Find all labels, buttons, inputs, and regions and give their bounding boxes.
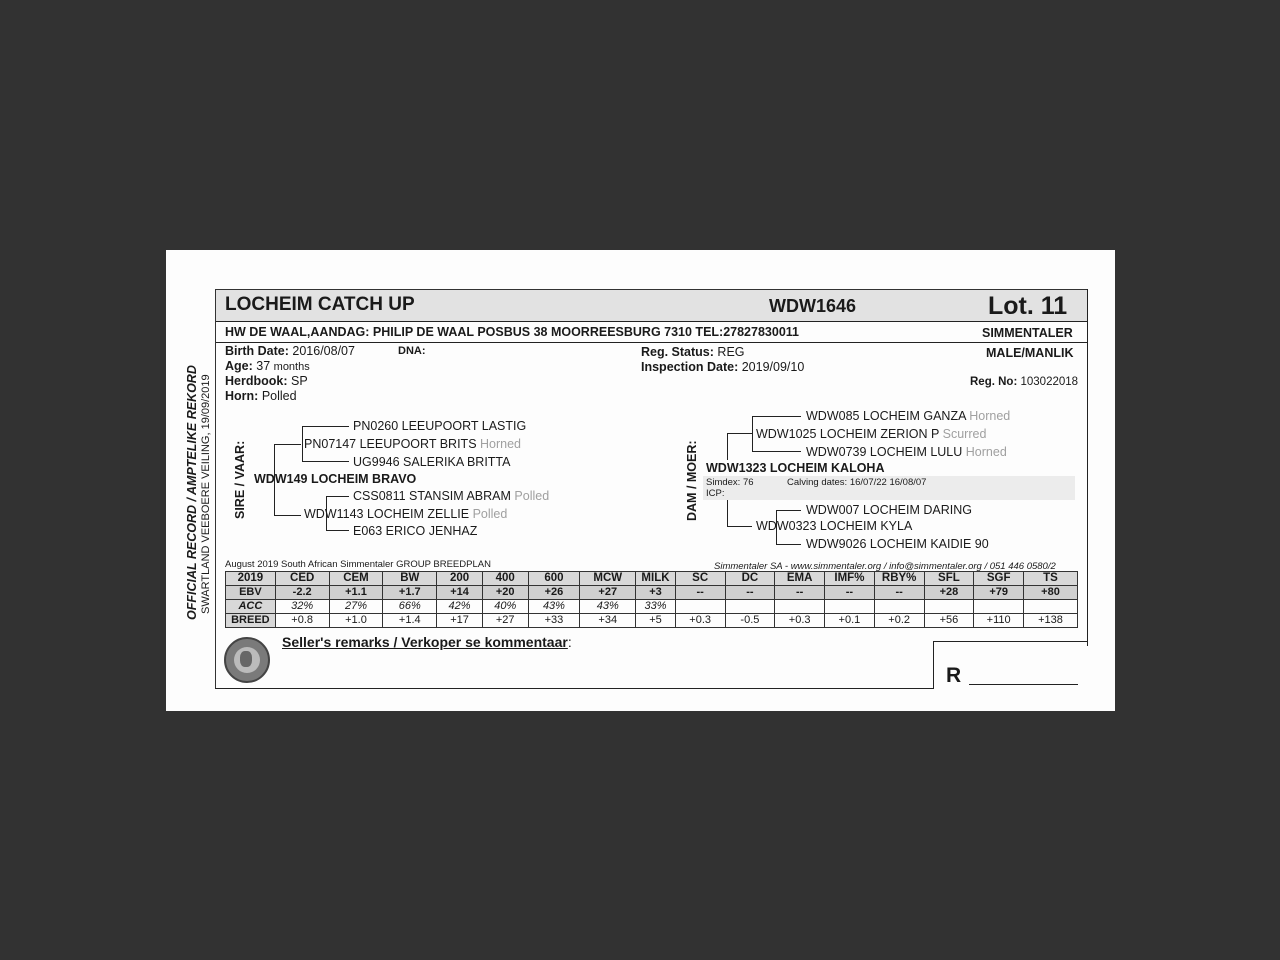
ebv-table	[225, 571, 1078, 628]
ebv-cell-breed: +34	[580, 614, 636, 628]
horn	[225, 389, 297, 403]
ebv-cell-breed: +1.0	[329, 614, 383, 628]
dam-dam-sire: WDW007 LOCHEIM DARING	[806, 503, 972, 517]
ebv-cell-acc	[725, 600, 775, 614]
inspection-date-value: 2019/09/10	[741, 360, 805, 374]
ebv-row-header-acc: ACC	[226, 600, 276, 614]
dam-label: DAM / MOER:	[685, 440, 699, 521]
lot-number: Lot. 11	[988, 292, 1068, 320]
ebv-cell-breed: +0.3	[775, 614, 825, 628]
herdbook	[225, 374, 308, 388]
ebv-cell-headers: SGF	[974, 572, 1024, 586]
ebv-cell-ebv: +1.7	[383, 586, 437, 600]
ebv-cell-headers: RBY%	[874, 572, 924, 586]
sire-dam	[304, 507, 507, 521]
ebv-cell-ebv: --	[825, 586, 875, 600]
ebv-cell-headers: 400	[482, 572, 528, 586]
ebv-cell-acc: 33%	[636, 600, 676, 614]
sire-sire	[304, 437, 521, 451]
ebv-cell-breed: +27	[482, 614, 528, 628]
ebv-cell-breed: +33	[528, 614, 580, 628]
breed-label: SIMMENTALER	[982, 326, 1073, 340]
sire-sire-horn: Horned	[480, 437, 522, 451]
inspection-date	[641, 360, 804, 374]
dam-dam: WDW0323 LOCHEIM KYLA	[756, 519, 913, 533]
sire-dam-horn: Polled	[472, 507, 508, 521]
dam-sire-sire-name: WDW085 LOCHEIM GANZA	[806, 409, 966, 423]
ebv-cell-ebv: +14	[437, 586, 483, 600]
dam-sire	[756, 427, 986, 441]
price-symbol: R	[946, 664, 962, 687]
seller-remarks-colon: :	[567, 634, 572, 650]
ebv-cell-acc	[1024, 600, 1078, 614]
ebv-cell-breed: +0.1	[825, 614, 875, 628]
ebv-cell-acc: 42%	[437, 600, 483, 614]
reg-number-value: 103022018	[1020, 376, 1079, 388]
ebv-cell-breed: +0.3	[675, 614, 725, 628]
breed-society-contact: Simmentaler SA - www.simmentaler.org / info@simmentaler.org / 051 446 0580/2	[714, 561, 1056, 572]
price-line	[969, 684, 1078, 685]
birth-date-label: Birth Date:	[225, 344, 289, 358]
reg-number-label: Reg. No:	[970, 376, 1018, 388]
ebv-cell-acc: 66%	[383, 600, 437, 614]
auction-date-label: SWARTLAND VEEBOERE VEILING, 19/09/2019	[200, 374, 212, 614]
ebv-cell-breed: +138	[1024, 614, 1078, 628]
ebv-cell-headers: SFL	[924, 572, 974, 586]
dam-sire-sire-horn: Horned	[969, 409, 1011, 423]
sire-dam-sire-horn: Polled	[514, 489, 550, 503]
dam-calving-dates: Calving dates: 16/07/22 16/08/07	[787, 477, 927, 488]
ebv-cell-headers: 600	[528, 572, 580, 586]
ebv-row-header-ebv: EBV	[226, 586, 276, 600]
sire-name: WDW149 LOCHEIM BRAVO	[254, 472, 417, 486]
sex-label: MALE/MANLIK	[986, 346, 1074, 360]
ebv-cell-breed: +1.4	[383, 614, 437, 628]
ebv-cell-headers: IMF%	[825, 572, 875, 586]
ebv-cell-acc: 27%	[329, 600, 383, 614]
sire-dam-name: WDW1143 LOCHEIM ZELLIE	[304, 507, 470, 521]
ebv-cell-breed: +17	[437, 614, 483, 628]
ebv-cell-acc: 40%	[482, 600, 528, 614]
ebv-cell-ebv: +20	[482, 586, 528, 600]
ebv-cell-headers: DC	[725, 572, 775, 586]
ebv-cell-acc	[675, 600, 725, 614]
ebv-cell-ebv: +26	[528, 586, 580, 600]
ebv-cell-headers: SC	[675, 572, 725, 586]
ebv-cell-ebv: --	[775, 586, 825, 600]
age-label: Age:	[225, 359, 253, 373]
ebv-cell-ebv: +79	[974, 586, 1024, 600]
sire-sire-name: PN07147 LEEUPOORT BRITS	[304, 437, 477, 451]
reg-status-value: REG	[717, 345, 745, 359]
horn-label: Horn:	[225, 389, 259, 403]
ebv-cell-ebv: +28	[924, 586, 974, 600]
ebv-cell-breed: +0.8	[275, 614, 329, 628]
ebv-cell-breed: +110	[974, 614, 1024, 628]
dam-simdex: Simdex: 76	[706, 477, 754, 488]
ebv-cell-headers: 200	[437, 572, 483, 586]
ebv-cell-acc: 43%	[528, 600, 580, 614]
ebv-cell-acc	[775, 600, 825, 614]
dam-sire-dam	[806, 445, 1007, 459]
owner-info: HW DE WAAL,AANDAG: PHILIP DE WAAL POSBUS 38 MOORREESBURG 7310 TEL:27827830011	[225, 325, 799, 339]
ebv-cell-headers: MILK	[636, 572, 676, 586]
dam-dam-dam: WDW9026 LOCHEIM KAIDIE 90	[806, 537, 989, 551]
ebv-cell-ebv: +1.1	[329, 586, 383, 600]
age-unit: months	[273, 361, 310, 373]
dam-icp: ICP:	[706, 488, 725, 499]
reg-status-label: Reg. Status:	[641, 345, 714, 359]
breed-average-row	[226, 614, 1078, 628]
horn-value: Polled	[261, 389, 297, 403]
ebv-cell-acc: 32%	[275, 600, 329, 614]
seller-remarks-label	[282, 634, 572, 650]
dam-sire-dam-name: WDW0739 LOCHEIM LULU	[806, 445, 963, 459]
ebv-cell-acc	[825, 600, 875, 614]
age	[225, 359, 310, 373]
dna-label: DNA:	[398, 345, 426, 357]
seller-remarks-text: Seller's remarks / Verkoper se kommentaar	[282, 634, 568, 650]
sire-dam-sire-name: CSS0811 STANSIM ABRAM	[353, 489, 511, 503]
birth-date-value: 2016/08/07	[292, 344, 355, 358]
reg-status	[641, 345, 745, 359]
ebv-cell-breed: +56	[924, 614, 974, 628]
ebv-cell-acc: 43%	[580, 600, 636, 614]
dam-sire-name: WDW1025 LOCHEIM ZERION P	[756, 427, 940, 441]
ebv-cell-breed: +0.2	[874, 614, 924, 628]
sire-sire-dam: UG9946 SALERIKA BRITTA	[353, 455, 511, 469]
birth-date	[225, 344, 355, 358]
dam-sire-dam-horn: Horned	[965, 445, 1007, 459]
ebv-cell-acc	[874, 600, 924, 614]
ebv-cell-ebv: --	[675, 586, 725, 600]
herdbook-label: Herdbook:	[225, 374, 288, 388]
dam-name: WDW1323 LOCHEIM KALOHA	[706, 461, 885, 475]
ebv-cell-headers: MCW	[580, 572, 636, 586]
ebv-row-header-breed: BREED	[226, 614, 276, 628]
ebv-accuracy-row	[226, 600, 1078, 614]
ebv-cell-headers: CED	[275, 572, 329, 586]
ebv-cell-breed: +5	[636, 614, 676, 628]
ebv-header-row	[226, 572, 1078, 586]
ebv-row-header-headers: 2019	[226, 572, 276, 586]
herdbook-value: SP	[290, 374, 308, 388]
society-logo	[224, 637, 270, 683]
ebv-cell-acc	[974, 600, 1024, 614]
ebv-cell-ebv: --	[725, 586, 775, 600]
ebv-cell-breed: -0.5	[725, 614, 775, 628]
sire-dam-dam: E063 ERICO JENHAZ	[353, 524, 478, 538]
dam-sire-horn: Scurred	[942, 427, 987, 441]
ebv-cell-ebv: +27	[580, 586, 636, 600]
ebv-cell-headers: TS	[1024, 572, 1078, 586]
animal-id: WDW1646	[769, 296, 857, 316]
official-record-label: OFFICIAL RECORD / AMPTELIKE REKORD	[185, 365, 199, 620]
sire-dam-sire	[353, 489, 549, 503]
sire-sire-sire: PN0260 LEEUPOORT LASTIG	[353, 419, 527, 433]
dam-sire-sire	[806, 409, 1010, 423]
ebv-cell-acc	[924, 600, 974, 614]
ebv-cell-ebv: +3	[636, 586, 676, 600]
animal-name: LOCHEIM CATCH UP	[225, 294, 415, 315]
sire-label: SIRE / VAAR:	[233, 440, 247, 519]
ebv-cell-headers: EMA	[775, 572, 825, 586]
ebv-cell-ebv: --	[874, 586, 924, 600]
breedplan-note: August 2019 South African Simmentaler GROUP BREEDPLAN	[225, 559, 491, 570]
age-value: 37	[256, 359, 271, 373]
ebv-cell-ebv: +80	[1024, 586, 1078, 600]
ebv-cell-headers: BW	[383, 572, 437, 586]
ebv-cell-headers: CEM	[329, 572, 383, 586]
ebv-value-row	[226, 586, 1078, 600]
reg-number	[970, 376, 1078, 388]
ebv-cell-ebv: -2.2	[275, 586, 329, 600]
inspection-date-label: Inspection Date:	[641, 360, 739, 374]
